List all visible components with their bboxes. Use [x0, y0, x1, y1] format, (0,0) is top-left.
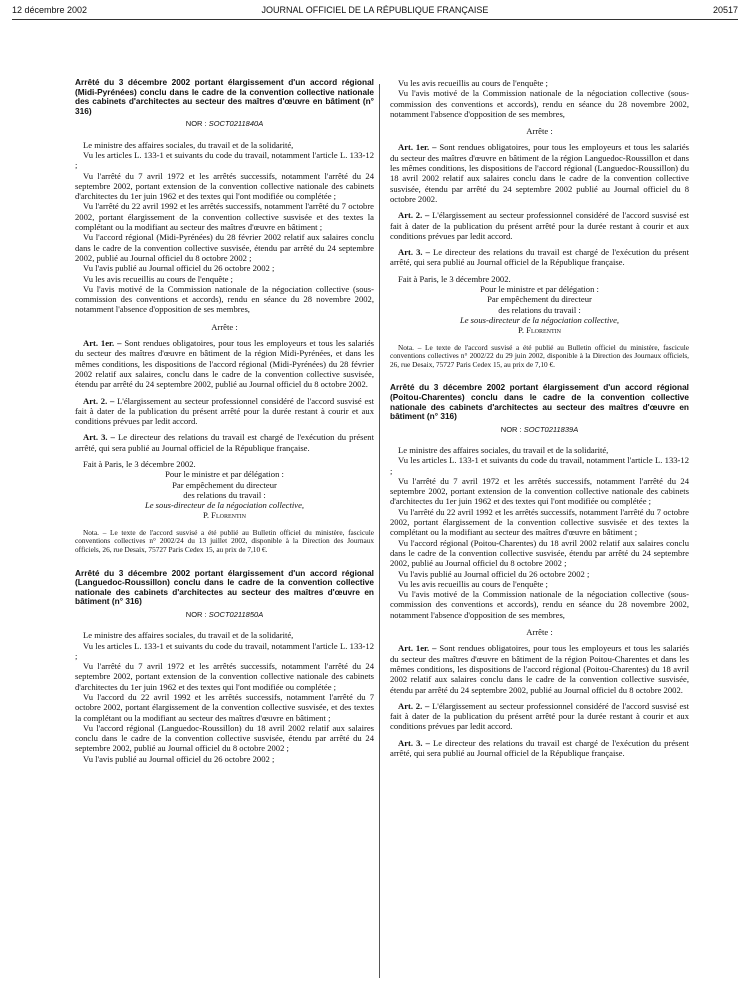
signatory-name: P. Florentin [518, 325, 561, 336]
signature-place-date: Fait à Paris, le 3 décembre 2002. [83, 458, 196, 469]
arrete-heading: Arrête : [211, 321, 238, 332]
paragraph: Vu les avis recueillis au cours de l'enquête ; [83, 273, 233, 284]
paragraph: Le ministre des affaires sociales, du travail et de la solidarité, [398, 444, 609, 455]
paragraph: Vu l'arrêté du 22 avril 1992 et les arrêtés successifs, notamment l'arrêté du 7 octobre 2002, portant élargissement de la convention collective susvisée et des textes la complétant ou la modifiant au secteur des maîtres d'œuvre en bâtiment ; [390, 506, 689, 538]
signatory-name: P. Florentin [203, 510, 246, 521]
arrete-heading: Arrête : [526, 627, 553, 638]
article-1: Art. 1er. – Sont rendues obligatoires, pour tous les employeurs et tous les salariés du secteur des maîtres d'œuvre en bâtiment de la région Languedoc-Roussillon et dans les mêmes conditions, les dispositions de l'accord régional (Languedoc-Roussillon) du 18 avril 2002 relatif aux salaires conclu dans le cadre de la convention collective susvisée, étendu par arrêté du 24 septembre 2002 publié au Journal officiel du 8 octobre 2002. [390, 142, 689, 204]
decree-poitou-charentes [390, 383, 689, 758]
signature-place-date: Fait à Paris, le 3 décembre 2002. [398, 273, 511, 284]
journal-title: JOURNAL OFFICIEL DE LA RÉPUBLIQUE FRANÇAISE [261, 5, 489, 15]
signature-line: Pour le ministre et par délégation : [480, 284, 599, 295]
paragraph: Vu l'avis motivé de la Commission nationale de la négociation collective (sous-commission des conventions et accords), rendu en séance du 28 novembre 2002, notamment l'absence d'opposition de ses membres, [75, 283, 374, 315]
paragraph: Vu l'avis motivé de la Commission nationale de la négociation collective (sous-commission des conventions et accords), rendu en séance du 28 novembre 2002, notamment l'absence d'opposition de ses membres, [390, 88, 689, 119]
article-2: Art. 2. – L'élargissement au secteur professionnel considéré de l'accord susvisé est fait à dater de la publication du présent arrêté pour la durée restant à courir et aux conditions prévues par ledit accord. [75, 395, 374, 427]
decree-title: Arrêté du 3 décembre 2002 portant élargissement d'un accord régional (Languedoc-Roussillon) conclu dans le cadre de la convention collective nationale des cabinets d'architectes au secteur des maîtres d'œuvre en bâtiment (n° 316) [75, 567, 374, 607]
nota: Nota. – Le texte de l'accord susvisé a été publié au Bulletin officiel du ministère, fascicule conventions collectives n° 2002/24 du 13 juillet 2002, disponible à la Direction des Journaux officiels, 26, rue Desaix, 75727 Paris Cedex 15, au prix de 7,10 €. [75, 527, 374, 554]
header-date: 12 décembre 2002 [12, 5, 88, 15]
page-header [12, 5, 738, 19]
signature-line: des relations du travail : [498, 304, 581, 315]
nor-reference: NOR : SOCT0211850A [185, 609, 264, 619]
article-3: Art. 3. – Le directeur des relations du travail est chargé de l'exécution du présent arrêté, qui sera publié au Journal officiel de la République française. [75, 432, 374, 453]
paragraph: Le ministre des affaires sociales, du travail et de la solidarité, [83, 630, 294, 641]
paragraph: Vu l'arrêté du 7 avril 1972 et les arrêtés successifs, notamment l'arrêté du 24 septembre 2002, portant extension de la convention collective nationale des cabinets d'architectes du 1er juin 1962 et des textes qui l'ont modifiée ou complétée ; [75, 170, 374, 202]
nor-reference: NOR : SOCT0211839A [500, 424, 579, 434]
header-rule [12, 19, 738, 20]
paragraph: Vu l'arrêté du 7 avril 1972 et les arrêtés successifs, notamment l'arrêté du 24 septembre 2002, portant extension de la convention collective nationale des cabinets d'architectes du 1er juin 1962 et des textes qui l'ont modifiée ou complétée ; [75, 661, 374, 692]
paragraph: Vu l'accord du 22 avril 1992 et les arrêtés successifs, notamment l'arrêté du 7 octobre 2002, portant élargissement de la convention collective susvisée, et des textes la complétant ou la modifiant au secteur des maîtres d'œuvre en bâtiment ; [75, 692, 374, 723]
decree-title: Arrêté du 3 décembre 2002 portant élargissement d'un accord régional (Poitou-Charentes) conclu dans le cadre de la convention collective nationale des cabinets d'architectes au secteur des maîtres d'œuvre en bâtiment (n° 316) [390, 382, 689, 422]
arrete-heading: Arrête : [526, 126, 553, 137]
decree-languedoc-roussillon-continued [390, 78, 689, 369]
signature-line: Le sous-directeur de la négociation collective, [144, 500, 305, 511]
article-1: Art. 1er. – Sont rendues obligatoires, pour tous les employeurs et tous les salariés du secteur des maîtres d'œuvre en bâtiment de la région Poitou-Charentes et dans les mêmes conditions, les dispositions de l'accord régional (Poitou-Charentes) du 18 avril 2002 relatif aux salaires conclu dans le cadre de la convention collective susvisée, étendu par arrêté du 24 septembre 2002, publié au Journal officiel du 8 octobre 2002. [390, 643, 689, 695]
page-number: 20517 [712, 5, 738, 15]
paragraph: Vu l'avis motivé de la Commission nationale de la négociation collective (sous-commission des conventions et accords), rendu en séance du 28 novembre 2002, notamment l'absence d'opposition de ses membres, [390, 589, 689, 620]
article-2: Art. 2. – L'élargissement au secteur professionnel considéré de l'accord susvisé est fait à dater de la publication du présent arrêté pour la durée restant à courir et aux conditions prévues par ledit accord. [390, 210, 689, 241]
paragraph: Vu les articles L. 133-1 et suivants du code du travail, notamment l'article L. 133-12 ; [75, 149, 374, 171]
paragraph: Vu l'avis publié au Journal officiel du 26 octobre 2002 ; [83, 263, 275, 274]
paragraph: Le ministre des affaires sociales, du travail et de la solidarité, [83, 139, 294, 150]
signature-line: Par empêchement du directeur [172, 479, 277, 490]
signature-line: Par empêchement du directeur [487, 294, 592, 305]
article-3: Art. 3. – Le directeur des relations du travail est chargé de l'exécution du présent arrêté, qui sera publié au Journal officiel de la République française. [390, 737, 689, 758]
left-column [75, 78, 374, 764]
signature-line: Pour le ministre et par délégation : [165, 469, 284, 480]
paragraph: Vu les avis recueillis au cours de l'enquête ; [398, 578, 548, 589]
nota: Nota. – Le texte de l'accord susvisé a été publié au Bulletin officiel du ministère, fascicule conventions collectives n° 2002/22 du 29 juin 2002, disponible à la Direction des Journaux officiels, 26, rue Desaix, 75727 Paris Cedex 15, au prix de 7,10 €. [390, 342, 689, 369]
paragraph: Vu les articles L. 133-1 et suivants du code du travail, notamment l'article L. 133-12 ; [75, 640, 374, 661]
article-3: Art. 3. – Le directeur des relations du travail est chargé de l'exécution du présent arrêté, qui sera publié au Journal officiel de la République française. [390, 247, 689, 268]
signature-line: Le sous-directeur de la négociation collective, [459, 314, 620, 325]
paragraph: Vu l'arrêté du 7 avril 1972 et les arrêtés successifs, notamment l'arrêté du 24 septembre 2002, portant extension de la convention collective nationale des cabinets d'architectes du 1er juin 1962 et des textes qui l'ont modifiée ou complétée ; [390, 475, 689, 507]
paragraph: Vu l'arrêté du 22 avril 1992 et les arrêtés successifs, notamment l'arrêté du 7 octobre 2002, portant élargissement de la convention collective susvisée et des textes la complétant ou la modifiant au secteur des maîtres d'œuvre en bâtiment ; [75, 201, 374, 233]
paragraph: Vu l'avis publié au Journal officiel du 26 octobre 2002 ; [83, 753, 275, 764]
paragraph: Vu l'avis publié au Journal officiel du 26 octobre 2002 ; [398, 568, 590, 579]
paragraph: Vu les avis recueillis au cours de l'enquête ; [398, 78, 548, 88]
paragraph: Vu l'accord régional (Midi-Pyrénées) du 28 février 2002 relatif aux salaires conclu dans le cadre de la convention collective susvisée, étendu par arrêté du 24 septembre 2002, publié au Journal officiel du 8 octobre 2002 ; [75, 232, 374, 263]
paragraph: Vu l'accord régional (Poitou-Charentes) du 18 avril 2002 relatif aux salaires conclu dans le cadre de la convention collective susvisée, étendu par arrêté du 24 septembre 2002, publié au Journal officiel du 8 octobre 2002 ; [390, 537, 689, 569]
paragraph: Vu les articles L. 133-1 et suivants du code du travail, notamment l'article L. 133-12 ; [390, 455, 689, 476]
signature-line: des relations du travail : [183, 489, 266, 500]
decree-midi-pyrenees [75, 78, 374, 555]
article-1: Art. 1er. – Sont rendues obligatoires, pour tous les employeurs et tous les salariés du secteur des maîtres d'œuvre en bâtiment de la région Midi-Pyrénées, et dans les mêmes conditions, les dispositions de l'accord régional (Midi-Pyrénées) du 28 février 2002 relatif aux salaires, conclu dans le cadre de la convention collective susvisée, étendu par arrêté du 24 septembre 2002, publié au Journal officiel du 8 octobre 2002. [75, 338, 374, 390]
decree-languedoc-roussillon [75, 569, 374, 765]
nor-reference: NOR : SOCT0211840A [185, 119, 264, 129]
right-column [390, 78, 689, 758]
paragraph: Vu l'accord régional (Languedoc-Roussillon) du 18 avril 2002 relatif aux salaires conclu dans le cadre de la convention collective susvisée, étendu par arrêté du 24 septembre 2002, publié au Journal officiel du 8 octobre 2002 ; [75, 722, 374, 754]
article-2: Art. 2. – L'élargissement au secteur professionnel considéré de l'accord susvisé est fait à dater de la publication du présent arrêté pour la durée restant à courir et aux conditions prévues par ledit accord. [390, 700, 689, 732]
decree-title: Arrêté du 3 décembre 2002 portant élargissement d'un accord régional (Midi-Pyrénées) conclu dans le cadre de la convention collective nationale des cabinets d'architectes au secteur des maîtres d'œuvre en bâtiment (n° 316) [75, 77, 374, 116]
column-divider [379, 84, 380, 978]
